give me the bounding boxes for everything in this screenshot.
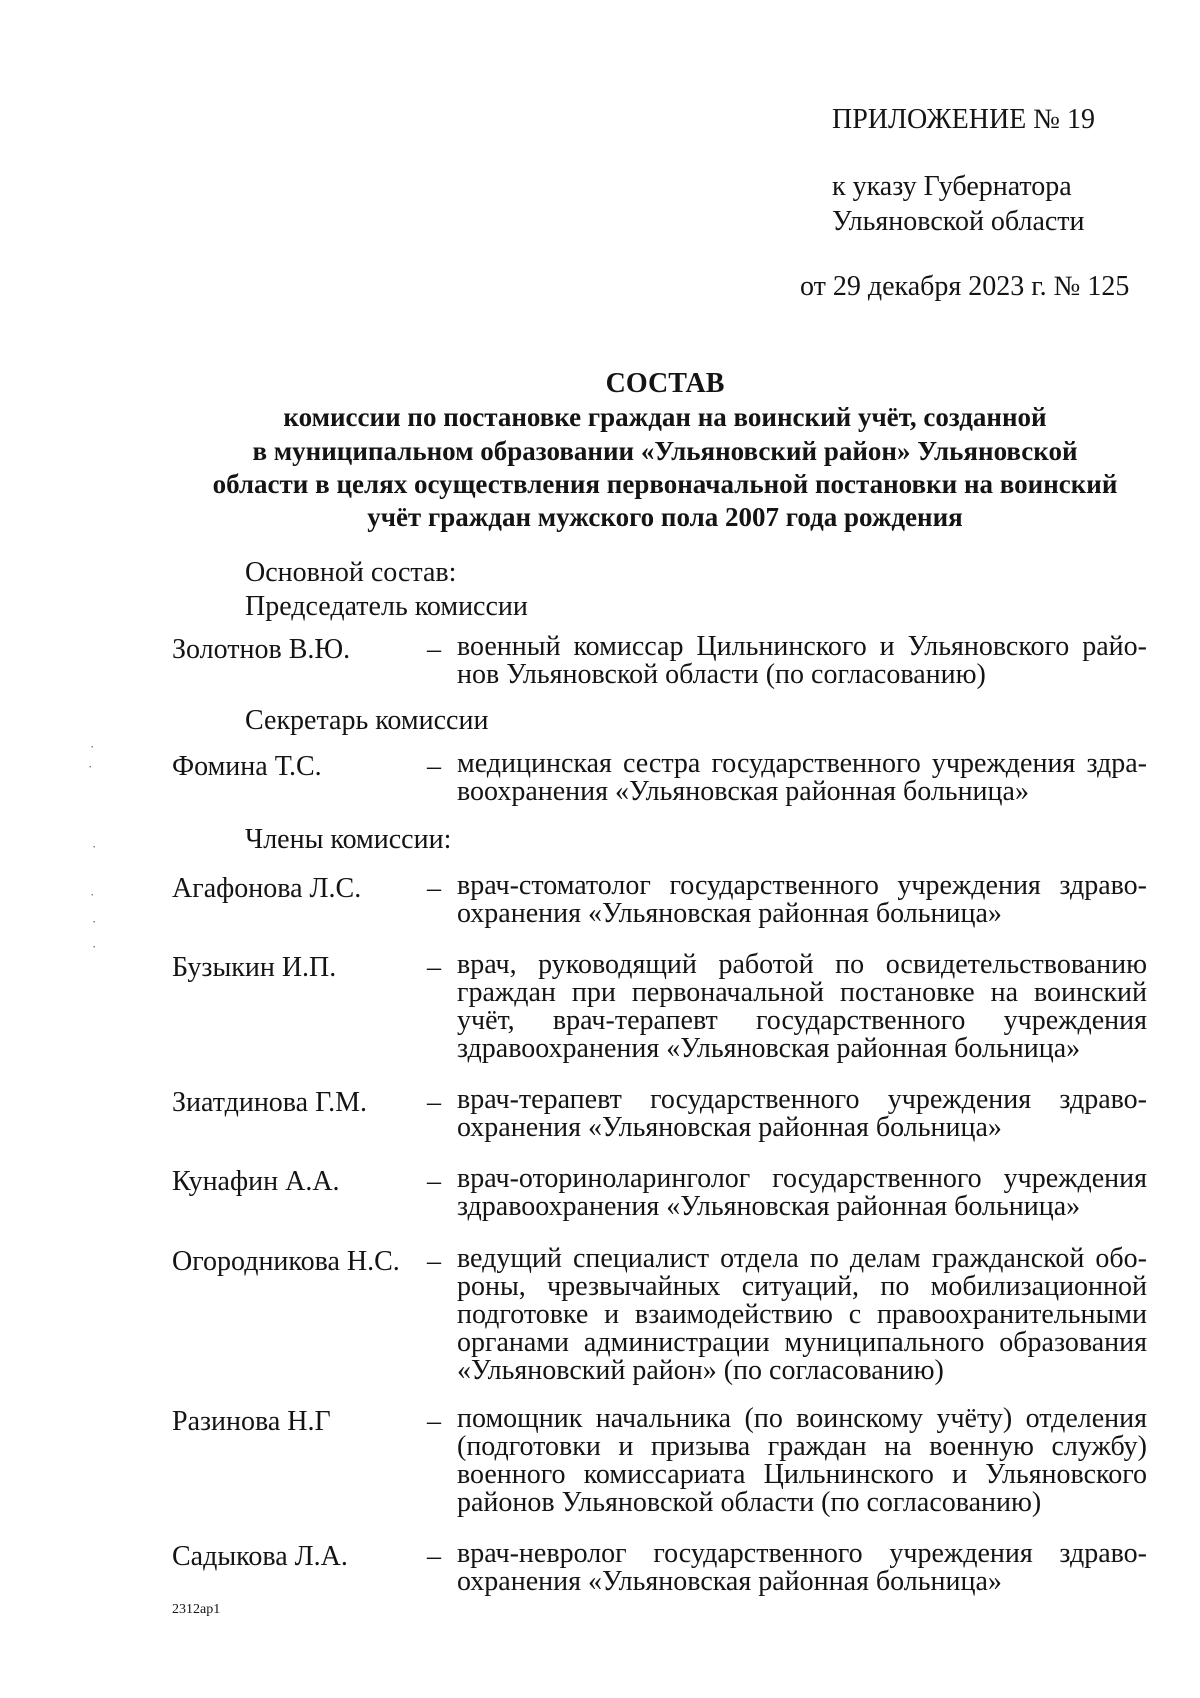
decree-date: от 29 декабря 2023 г. № 125 [800, 271, 1130, 302]
role-line: районов Ульяновской области (по согласованию) [457, 1487, 1042, 1518]
scan-speck: · [88, 759, 93, 774]
member-role [457, 951, 1147, 1063]
role-line: помощник начальника (по воинскому учёту) отделения [457, 1403, 1147, 1434]
scan-speck: · [92, 914, 97, 929]
role-line: врач-стоматолог государственного учреждения здраво- [457, 870, 1147, 901]
role-line: нов Ульяновской области (по согласованию) [457, 659, 986, 690]
role-line: охранения «Ульяновская районная больница» [457, 1566, 1002, 1597]
member-role [457, 750, 1147, 806]
dash-separator: – [427, 1406, 441, 1437]
dash-separator: – [427, 1541, 441, 1572]
member-name: Кунафин А.А. [172, 1166, 340, 1197]
role-line: врач, руководящий работой по освидетельствованию [457, 949, 1147, 980]
dash-separator: – [427, 634, 441, 665]
document-subtitle-line: комиссии по постановке граждан на воинский учёт, созданной [283, 402, 1047, 432]
member-name: Огородникова Н.С. [172, 1246, 400, 1277]
role-line: врач-оториноларинголог государственного учреждения [457, 1163, 1147, 1194]
role-line: медицинская сестра государственного учреждения здра- [457, 748, 1147, 779]
role-line: «Ульяновский район» (по согласованию) [457, 1355, 944, 1386]
member-role [457, 1405, 1147, 1517]
scan-speck: · [92, 839, 97, 854]
scan-speck: · [90, 887, 95, 902]
role-line: органами администрации муниципального образования [457, 1327, 1147, 1358]
dash-separator: – [427, 952, 441, 983]
member-role [457, 633, 1147, 689]
member-role [457, 1245, 1147, 1385]
role-line: граждан при первоначальной постановке на воинский [457, 977, 1147, 1008]
dash-separator: – [427, 873, 441, 904]
role-line: врач-терапевт государственного учреждения здраво- [457, 1084, 1147, 1115]
member-role [457, 872, 1147, 928]
scan-speck: · [92, 939, 97, 954]
dash-separator: – [427, 1166, 441, 1197]
decree-reference-line-1: к указу Губернатора [832, 171, 1072, 202]
role-line: здравоохранения «Ульяновская районная больница» [457, 1033, 1081, 1064]
member-name: Фомина Т.С. [172, 751, 322, 782]
document-title: СОСТАВ [605, 368, 725, 399]
role-line: подготовке и взаимодействию с правоохранительными [457, 1299, 1147, 1330]
member-name: Зиатдинова Г.М. [172, 1087, 368, 1118]
decree-reference-line-2: Ульяновской области [832, 206, 1085, 237]
member-name: Бузыкин И.П. [172, 952, 337, 983]
role-line: ведущий специалист отдела по делам гражданской обо- [457, 1243, 1147, 1274]
role-line: охранения «Ульяновская районная больница» [457, 1112, 1002, 1143]
appendix-number: ПРИЛОЖЕНИЕ № 19 [832, 104, 1095, 135]
document-code: 2312ар1 [172, 1602, 221, 1617]
role-line: учёт, врач-терапевт государственного учреждения [457, 1005, 1147, 1036]
section-members: Члены комиссии: [245, 824, 452, 855]
role-line: (подготовки и призыва граждан на военную службу) [457, 1431, 1147, 1462]
document-subtitle-line: области в целях осуществления первоначальной постановки на воинский [212, 469, 1118, 499]
section-secretary: Секретарь комиссии [245, 705, 489, 736]
scan-speck: · [90, 739, 95, 754]
member-name: Агафонова Л.С. [172, 873, 362, 904]
section-main-composition: Основной состав: [245, 557, 457, 588]
role-line: охранения «Ульяновская районная больница» [457, 898, 1002, 929]
member-role [457, 1540, 1147, 1596]
role-line: военного комиссариата Цильнинского и Ульяновского [457, 1459, 1147, 1490]
role-line: воохранения «Ульяновская районная больница» [457, 776, 1029, 807]
document-subtitle-line: в муниципальном образовании «Ульяновский район» Ульяновской [252, 436, 1078, 466]
member-name: Садыкова Л.А. [172, 1541, 348, 1572]
role-line: роны, чрезвычайных ситуаций, по мобилизационной [457, 1271, 1147, 1302]
dash-separator: – [427, 751, 441, 782]
dash-separator: – [427, 1087, 441, 1118]
document-subtitle-line: учёт граждан мужского пола 2007 года рождения [367, 502, 963, 532]
dash-separator: – [427, 1246, 441, 1277]
section-chairman: Председатель комиссии [245, 591, 528, 622]
member-role [457, 1086, 1147, 1142]
role-line: военный комиссар Цильнинского и Ульяновского райо- [457, 631, 1147, 662]
role-line: здравоохранения «Ульяновская районная больница» [457, 1191, 1081, 1222]
role-line: врач-невролог государственного учреждения здраво- [457, 1538, 1147, 1569]
member-name: Золотнов В.Ю. [172, 634, 351, 665]
member-role [457, 1165, 1147, 1221]
member-name: Разинова Н.Г [172, 1406, 331, 1437]
